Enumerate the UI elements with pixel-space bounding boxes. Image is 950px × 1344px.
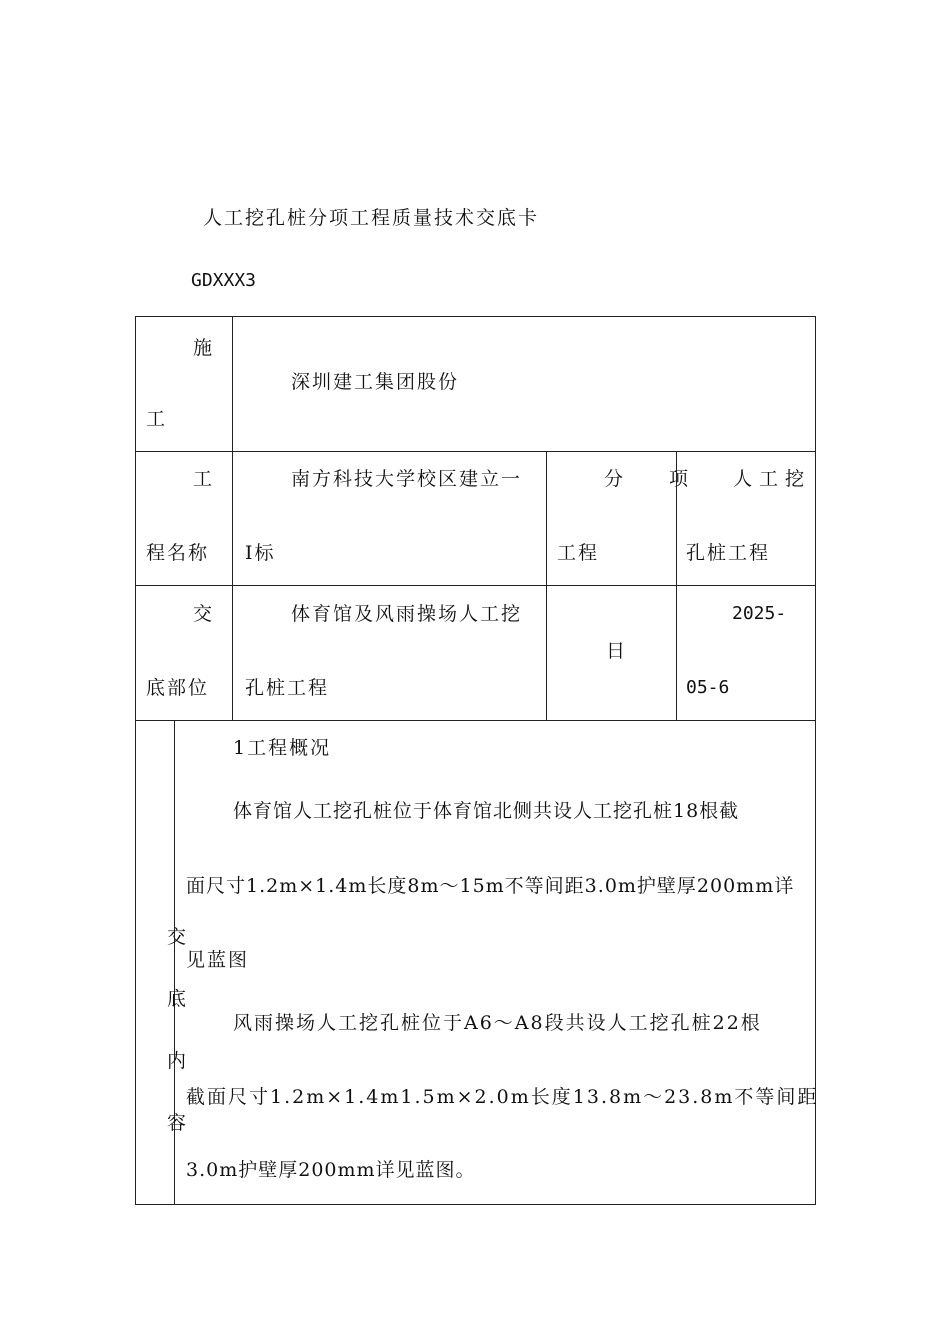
disclosure-location-value-line2: 孔桩工程 [245,677,330,699]
table-border-bottom [135,1204,816,1205]
date-value-line1: 2025- [732,603,787,624]
sub-project-label-part2: 工程 [557,542,600,564]
table-column-divider [232,316,233,720]
date-label: 日 [606,640,626,662]
content-line: 截面尺寸1.2m×1.4m1.5m×2.0m长度13.8m～23.8m不等间距 [186,1086,819,1108]
project-name-label-part2: 程名称 [146,542,210,564]
disclosure-location-value-line1: 体育馆及风雨操场人工挖 [291,603,523,625]
table-border-top [135,316,816,317]
construction-unit-label-part2: 工 [146,408,166,430]
project-name-value-line1: 南方科技大学校区建立一 [291,468,523,490]
document-title: 人工挖孔桩分项工程质量技术交底卡 [203,207,540,229]
date-value-line2: 05-6 [686,677,730,698]
table-row-divider [135,451,816,452]
project-name-value-line2: Ⅰ标 [245,542,276,564]
content-line: 面尺寸1.2m×1.4m长度8m～15m不等间距3.0m护壁厚200mm详 [186,875,795,897]
disclosure-location-label-part2: 底部位 [146,677,210,699]
construction-unit-label-part1: 施 [193,337,213,359]
content-line: 风雨操场人工挖孔桩位于A6～A8段共设人工挖孔桩22根 [233,1012,762,1034]
disclosure-content-label-char: 容 [167,1112,187,1134]
document-code: GDXXX3 [191,270,257,291]
table-column-divider [546,451,547,720]
table-row-divider [135,720,816,721]
disclosure-content-label-char: 内 [167,1050,187,1072]
content-line: 3.0m护壁厚200mm详见蓝图。 [186,1159,476,1181]
construction-unit-value: 深圳建工集团股份 [291,371,460,393]
project-name-label-part1: 工 [193,468,213,490]
table-column-divider [676,451,677,720]
disclosure-content-label-char: 底 [167,988,187,1010]
table-border-right [815,316,816,1205]
disclosure-content-label-char: 交 [167,926,187,948]
table-border-left [135,316,136,1205]
disclosure-location-label-part1: 交 [193,603,213,625]
section-heading: 1工程概况 [233,737,332,759]
table-row-divider [135,585,816,586]
sub-project-value-line2: 孔桩工程 [686,542,771,564]
sub-project-label-part1: 分 项 [604,468,709,490]
content-line: 体育馆人工挖孔桩位于体育馆北侧共设人工挖孔桩18根截 [233,800,740,822]
content-line: 见蓝图 [186,949,250,971]
sub-project-value-line1: 人工挖 [733,468,812,490]
